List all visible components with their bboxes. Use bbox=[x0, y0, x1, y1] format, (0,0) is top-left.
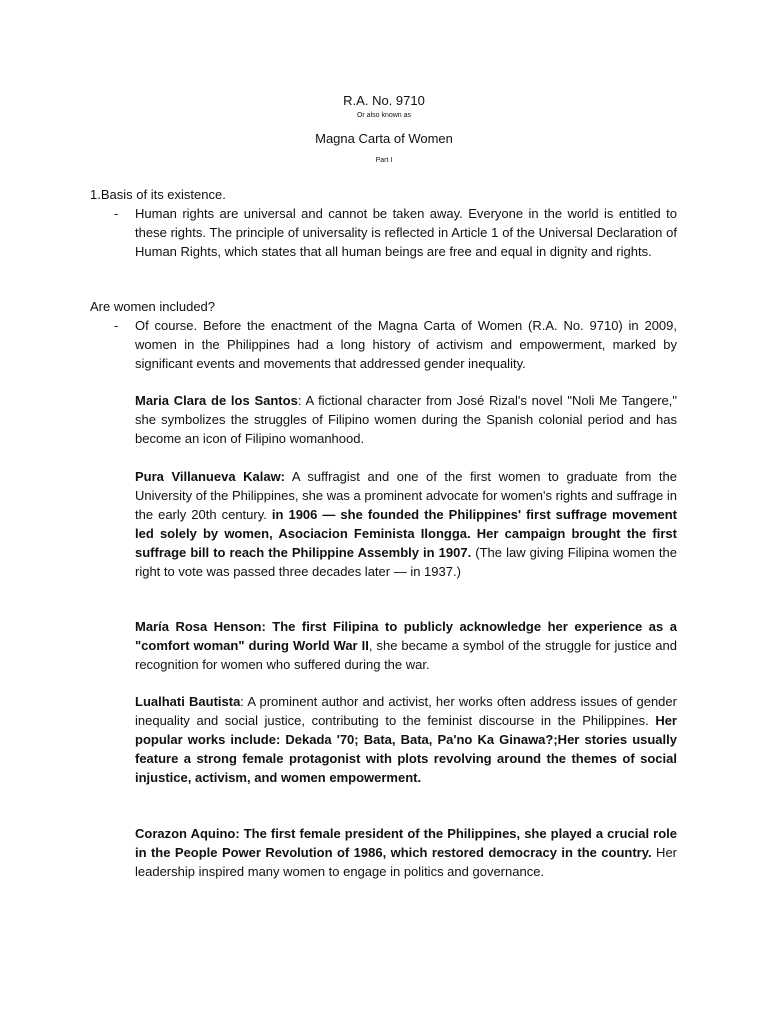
bullet-dash: - bbox=[114, 206, 119, 221]
section-heading-basis: 1.Basis of its existence. bbox=[90, 187, 226, 202]
document-subtitle: Magna Carta of Women bbox=[315, 131, 453, 146]
document-aka: Or also known as bbox=[356, 112, 412, 119]
name-kalaw: Pura Villanueva Kalaw: bbox=[135, 469, 286, 484]
bullet-dash: - bbox=[114, 318, 119, 333]
paragraph-maria-clara: Maria Clara de los Santos: A fictional character from José Rizal's novel "Noli Me Tangere," she symbolizes the struggles of Filipino women during the Spanish colonial period and has become an icon of Filipino womanhood. bbox=[135, 393, 677, 446]
name-henson: María Rosa Henson: The first Filipina to publicly acknowledge her experience as a "comfort woman" during World War II bbox=[135, 619, 677, 653]
paragraph-henson: María Rosa Henson: The first Filipina to publicly acknowledge her experience as a "comfort woman" during World War II, she became a symbol of the struggle for justice and recognition for women who suffered during the war. bbox=[135, 619, 677, 672]
paragraph-bautista: Lualhati Bautista: A prominent author and activist, her works often address issues of gender inequality and social justice, contributing to the feminist discourse in the Philippines. Her popular works include: Dekada '70; Bata, Bata, Pa'no Ka Ginawa?;Her stories usually feature a strong female protagonist with plots revolving around the themes of social injustice, activism, and women empowerment. bbox=[135, 694, 677, 785]
document-part: Part I bbox=[375, 157, 393, 164]
paragraph-women-included: Of course. Before the enactment of the Magna Carta of Women (R.A. No. 9710) in 2009, women in the Philippines had a long history of activism and empowerment, marked by significant events and movements that addressed gender inequality. bbox=[135, 318, 677, 371]
name-maria-clara: Maria Clara de los Santos bbox=[135, 393, 298, 408]
name-bautista: Lualhati Bautista bbox=[135, 694, 241, 709]
section-heading-women: Are women included? bbox=[90, 299, 216, 314]
paragraph-aquino: Corazon Aquino: The first female president of the Philippines, she played a crucial role in the People Power Revolution of 1986, which restored democracy in the country. Her leadership inspired many women to engage in politics and governance. bbox=[135, 826, 677, 879]
document-title: R.A. No. 9710 bbox=[343, 93, 425, 108]
name-aquino: Corazon Aquino: The first female president of the Philippines, she played a crucial role in the People Power Revolution of 1986, which restored democracy in the country. bbox=[135, 826, 677, 860]
paragraph-basis: Human rights are universal and cannot be taken away. Everyone in the world is entitled to these rights. The principle of universality is reflected in Article 1 of the Universal Declaration of Human Rights, which states that all human beings are free and equal in dignity and rights. bbox=[135, 206, 677, 259]
paragraph-kalaw: Pura Villanueva Kalaw: A suffragist and one of the first women to graduate from the University of the Philippines, she was a prominent advocate for women's rights and suffrage in the early 20th century. in 1906 — she founded the Philippines' first suffrage movement led solely by women, Asociacion Feminista Ilongga. Her campaign brought the first suffrage bill to reach the Philippine Assembly in 1907. (The law giving Filipina women the right to vote was passed three decades later — in 1937.) bbox=[135, 469, 677, 579]
